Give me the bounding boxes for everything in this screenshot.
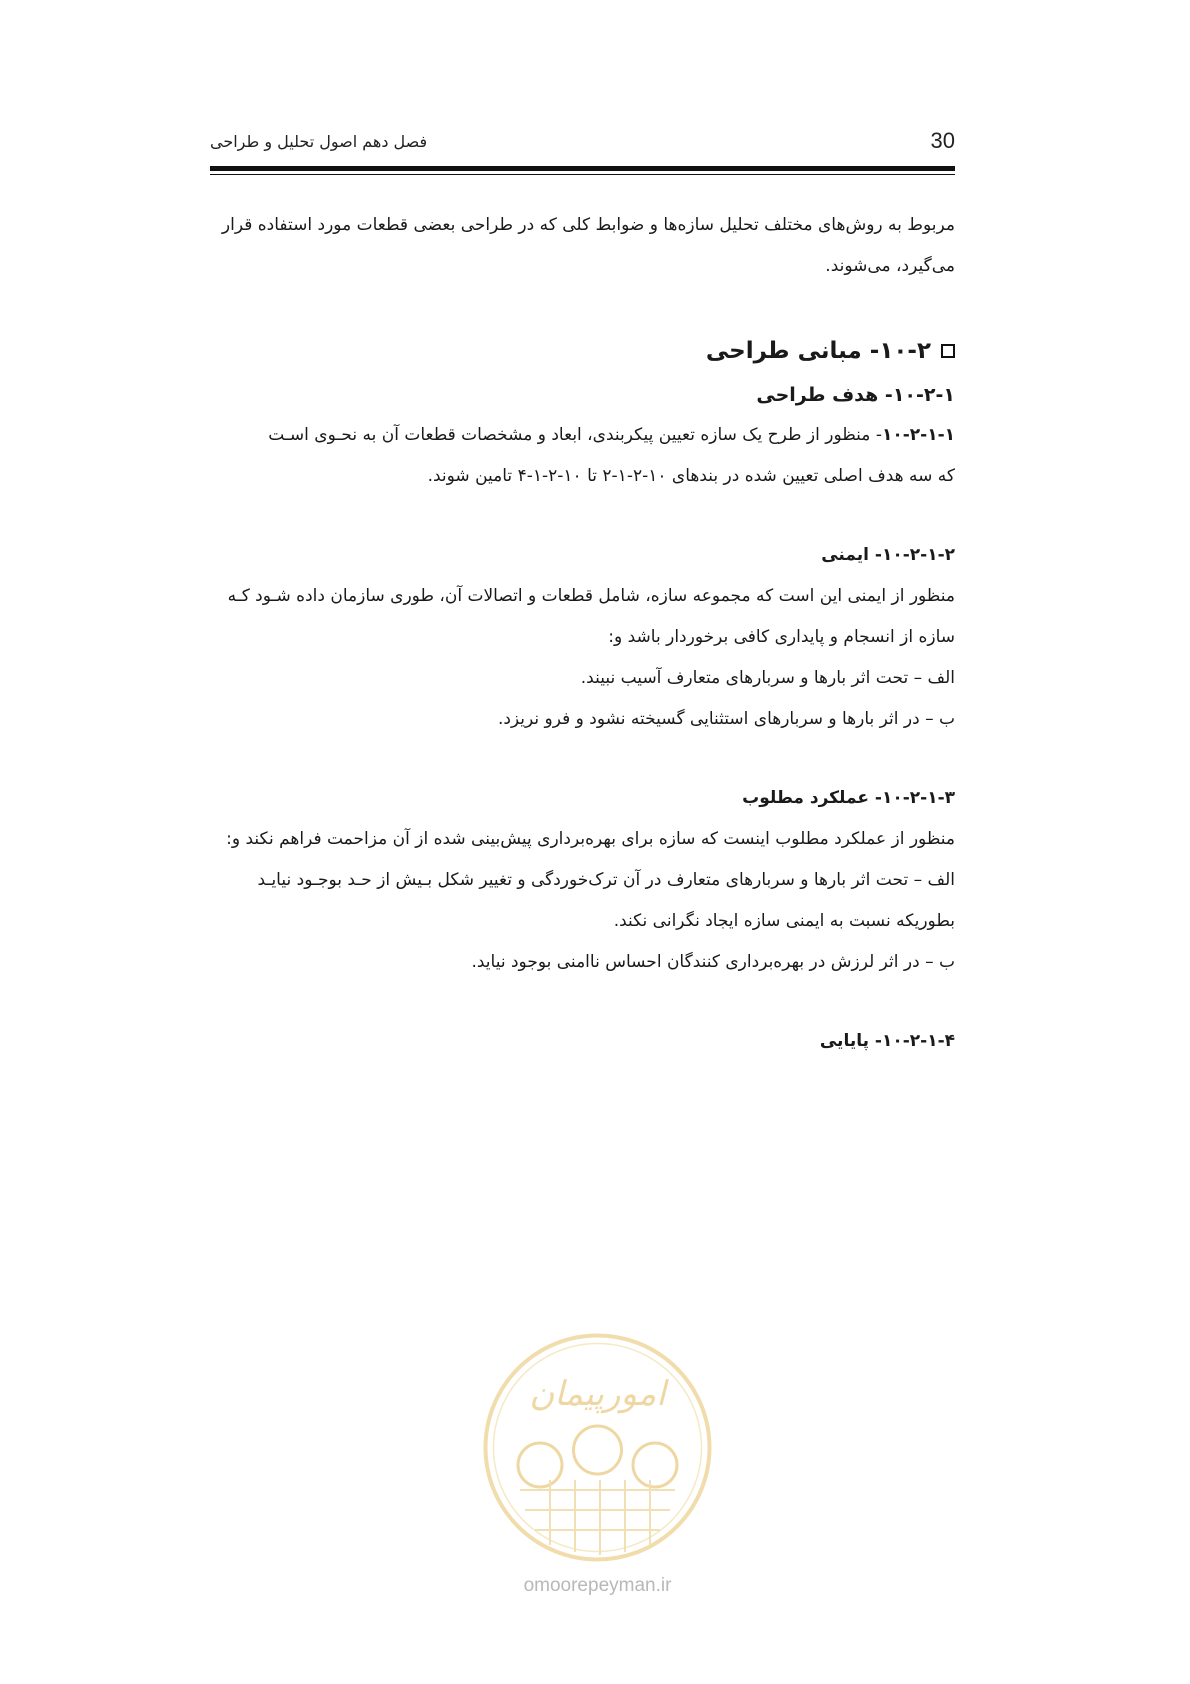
intro-paragraph [210, 205, 955, 287]
subsection-heading-performance: ۱۰-۲-۱-۳- عملکرد مطلوب [742, 788, 955, 808]
design-goal-line [210, 415, 955, 456]
watermark-url: omoorepeyman.ir [523, 1575, 672, 1596]
running-title: فصل دهم اصول تحلیل و طراحی [210, 132, 428, 151]
header-rule-thin [210, 174, 955, 175]
svg-text:امورپیمان: امورپیمان [529, 1374, 666, 1414]
page-content [210, 205, 955, 1062]
design-goal-line: که سه هدف اصلی تعیین شده در بندهای ۱۰-۲-۱-۲ تا ۱۰-۲-۱-۴ تامین شوند. [427, 466, 955, 486]
safety-paragraph [210, 576, 955, 740]
page-header [210, 118, 955, 168]
subsection-heading-design-goal: ۱۰-۲-۱- هدف طراحی [756, 384, 955, 406]
clause-number: ۱۰-۲-۱-۱ [881, 425, 955, 445]
safety-line: منظور از ایمنی این است که مجموعه سازه، شامل قطعات و اتصالات آن، طوری سازمان داده شـود کـه [227, 586, 955, 606]
performance-paragraph [210, 819, 955, 983]
performance-line: منظور از عملکرد مطلوب اینست که سازه برای بهره‌برداری پیش‌بینی شده از آن مزاحمت فراهم نکند و: [226, 829, 955, 849]
page-number: 30 [930, 128, 955, 153]
safety-line: الف – تحت اثر بارها و سربارهای متعارف آسیب نبیند. [580, 668, 955, 688]
section-heading-text: ۱۰-۲- مبانی طراحی [705, 338, 931, 364]
section-heading-design-basics [210, 331, 955, 371]
watermark-logo [480, 1330, 715, 1565]
checkbox-icon [941, 344, 955, 358]
intro-line: می‌گیرد، می‌شوند. [825, 256, 955, 276]
performance-line: بطوریکه نسبت به ایمنی سازه ایجاد نگرانی نکند. [613, 911, 955, 931]
design-goal-paragraph [210, 415, 955, 497]
subsection-heading-durability: ۱۰-۲-۱-۴- پایایی [819, 1031, 955, 1051]
performance-line: الف – تحت اثر بارها و سربارهای متعارف در آن ترک‌خوردگی و تغییر شکل بـیش از حـد بوجـود نیایـد [257, 870, 955, 890]
intro-line: مربوط به روش‌های مختلف تحلیل سازه‌ها و ضوابط کلی که در طراحی بعضی قطعات مورد استفاده قرار [221, 215, 955, 235]
performance-line: ب – در اثر لرزش در بهره‌برداری کنندگان احساس ناامنی بوجود نیاید. [471, 952, 955, 972]
safety-line: ب – در اثر بارها و سربارهای استثنایی گسیخته نشود و فرو نریزد. [497, 709, 955, 729]
safety-line: سازه از انسجام و پایداری کافی برخوردار باشد و: [608, 627, 955, 647]
subsection-heading-safety: ۱۰-۲-۱-۲- ایمنی [821, 545, 955, 565]
clause-text: - منظور از طرح یک سازه تعیین پیکربندی، ابعاد و مشخصات قطعات آن به نحـوی اسـت [268, 425, 882, 445]
header-rule-thick [210, 166, 955, 171]
